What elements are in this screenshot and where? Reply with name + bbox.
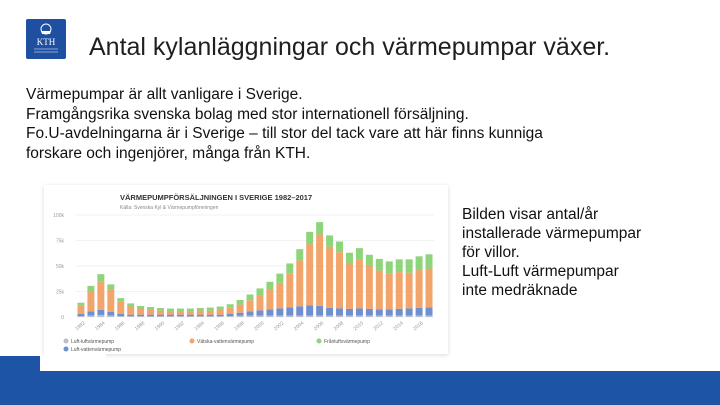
caption-line: inte medräknade xyxy=(462,282,578,299)
bar-segment xyxy=(386,261,393,273)
legend-label: Luft-luftvärmepump xyxy=(71,339,115,345)
bar-segment xyxy=(127,316,134,317)
bar-segment xyxy=(386,274,393,310)
bar-segment xyxy=(217,310,224,315)
bar-segment xyxy=(416,270,423,308)
x-tick-label: 1992 xyxy=(173,320,186,333)
legend-label: Luft-vattenvärmepump xyxy=(71,347,122,353)
caption-line: Luft-Luft värmepumpar xyxy=(462,263,619,280)
bar-segment xyxy=(217,306,224,309)
bar-segment xyxy=(366,266,373,309)
bar-segment xyxy=(77,306,84,314)
bar-segment xyxy=(247,315,254,317)
body-line: Värmepumpar är allt vanligare i Sverige. xyxy=(26,86,303,103)
bar-segment xyxy=(316,306,323,316)
bar-segment xyxy=(376,309,383,315)
bar-segment xyxy=(247,311,254,315)
bar-segment xyxy=(127,303,134,306)
bar-segment xyxy=(256,295,263,310)
chart-caption xyxy=(462,205,702,300)
bar-segment xyxy=(97,310,104,315)
bar-segment xyxy=(207,311,214,315)
bar-segment xyxy=(167,309,174,312)
bar-segment xyxy=(356,248,363,259)
bar-segment xyxy=(346,263,353,309)
y-tick-label: 25k xyxy=(55,289,64,296)
bar-segment xyxy=(177,309,184,312)
bar-segment xyxy=(396,259,403,272)
bar-segment xyxy=(336,308,343,315)
bar-segment xyxy=(87,291,94,311)
caption-line: Bilden visar antal/år xyxy=(462,206,599,223)
bar-segment xyxy=(107,284,114,289)
bar-segment xyxy=(237,313,244,316)
bar-segment xyxy=(247,300,254,311)
bar-segment xyxy=(187,309,194,312)
bar-segment xyxy=(426,254,433,268)
bar-segment xyxy=(207,308,214,311)
bar-segment xyxy=(356,308,363,315)
body-line: Fo.U-avdelningarna är i Sverige – till stor del tack vare att här finns kunniga xyxy=(26,125,543,142)
body-line: forskare och ingenjörer, många från KTH. xyxy=(26,144,311,162)
bar-segment xyxy=(77,316,84,317)
bar-segment xyxy=(237,316,244,317)
bar-segment xyxy=(426,307,433,315)
bar-segment xyxy=(286,307,293,315)
bar-segment xyxy=(326,315,333,317)
legend-swatch xyxy=(64,347,69,352)
chart-subtitle: Källa: Svenska Kyl & Värmepumpföreningen xyxy=(120,205,219,211)
bar-segment xyxy=(406,273,413,309)
bar-segment xyxy=(276,274,283,283)
bar-segment xyxy=(256,288,263,295)
bar-segment xyxy=(157,315,164,317)
x-tick-label: 2010 xyxy=(352,320,365,333)
logo-text: KTH xyxy=(36,37,56,47)
bar-segment xyxy=(147,316,154,317)
bar-segment xyxy=(97,281,104,310)
x-tick-label: 2008 xyxy=(332,320,346,333)
bar-segment xyxy=(157,308,164,311)
bar-segment xyxy=(336,242,343,253)
kth-logo xyxy=(26,19,66,59)
bar-segment xyxy=(316,222,323,234)
bar-segment xyxy=(227,314,234,316)
bar-segment xyxy=(376,271,383,310)
slide-title: Antal kylanläggningar och värmepumpar växer. xyxy=(89,33,611,61)
y-tick-label: 100k xyxy=(53,213,64,219)
bar-segment xyxy=(117,314,124,316)
bar-segment xyxy=(237,300,244,305)
bar-segment xyxy=(286,315,293,317)
x-tick-label: 2014 xyxy=(392,320,405,333)
legend-swatch xyxy=(64,339,69,344)
bar-segment xyxy=(266,315,273,317)
bar-segment xyxy=(306,232,313,244)
bar-segment xyxy=(326,235,333,246)
bar-segment xyxy=(177,315,184,317)
bar-segment xyxy=(197,311,204,315)
x-tick-label: 1994 xyxy=(193,320,206,333)
bar-segment xyxy=(117,298,124,302)
bar-segment xyxy=(107,315,114,317)
bar-segment xyxy=(366,309,373,316)
bar-segment xyxy=(296,315,303,317)
legend-label: Vätska-vattenvärmepump xyxy=(197,339,254,345)
bar-segment xyxy=(137,306,144,309)
bar-segment xyxy=(87,286,94,291)
bar-segment xyxy=(97,315,104,317)
y-tick-label: 0 xyxy=(61,315,64,321)
bar-segment xyxy=(406,315,413,317)
bar-segment xyxy=(256,310,263,315)
bar-segment xyxy=(316,234,323,305)
bar-segment xyxy=(227,316,234,317)
bar-segment xyxy=(316,315,323,317)
bar-segment xyxy=(266,290,273,309)
bar-segment xyxy=(77,303,84,306)
bar-segment xyxy=(177,316,184,317)
bar-segment xyxy=(147,310,154,315)
body-line: Framgångsrika svenska bolag med stor internationell försäljning. xyxy=(26,105,469,123)
legend-swatch xyxy=(317,339,322,344)
bar-segment xyxy=(416,315,423,317)
bar-segment xyxy=(197,308,204,311)
bar-segment xyxy=(137,309,144,315)
x-tick-label: 1996 xyxy=(213,320,226,333)
bar-segment xyxy=(227,308,234,314)
heat-pump-sales-chart xyxy=(44,185,448,354)
bar-segment xyxy=(256,315,263,317)
bar-segment xyxy=(137,316,144,317)
bar-segment xyxy=(266,282,273,290)
bar-segment xyxy=(117,302,124,314)
x-tick-label: 2002 xyxy=(273,320,286,333)
bar-segment xyxy=(187,316,194,317)
bar-segment xyxy=(127,315,134,317)
bar-segment xyxy=(386,315,393,317)
bar-segment xyxy=(147,307,154,310)
bar-segment xyxy=(336,252,343,308)
bar-segment xyxy=(306,315,313,317)
bar-segment xyxy=(137,315,144,317)
bar-segment xyxy=(177,311,184,315)
caption-line: installerade värmepumpar xyxy=(462,225,642,242)
bar-segment xyxy=(266,309,273,315)
bar-segment xyxy=(167,315,174,317)
bar-segment xyxy=(306,305,313,315)
x-tick-label: 2012 xyxy=(372,320,385,333)
x-tick-label: 2016 xyxy=(412,320,425,333)
bar-segment xyxy=(276,283,283,309)
bar-segment xyxy=(356,315,363,317)
bar-segment xyxy=(386,309,393,315)
bar-segment xyxy=(286,274,293,308)
bar-segment xyxy=(346,315,353,317)
x-tick-label: 1982 xyxy=(74,320,87,333)
bar-segment xyxy=(426,269,433,308)
bar-segment xyxy=(87,315,94,317)
bar-segment xyxy=(396,309,403,316)
x-tick-label: 1998 xyxy=(233,320,246,333)
bar-segment xyxy=(217,316,224,317)
legend-label: Frånluftsvärmepump xyxy=(324,339,370,345)
bar-segment xyxy=(406,259,413,272)
bar-segment xyxy=(187,311,194,315)
bar-segment xyxy=(396,315,403,317)
bar-segment xyxy=(107,289,114,311)
body-text xyxy=(26,85,666,163)
x-tick-label: 2006 xyxy=(312,320,326,333)
bar-segment xyxy=(306,244,313,305)
bar-segment xyxy=(426,315,433,317)
bar-segment xyxy=(276,308,283,315)
bar-segment xyxy=(346,253,353,263)
caption-line: för villor. xyxy=(462,244,520,261)
bar-segment xyxy=(167,311,174,315)
legend-swatch xyxy=(190,339,195,344)
bar-segment xyxy=(296,249,303,260)
x-tick-label: 1990 xyxy=(153,320,167,333)
bar-segment xyxy=(197,315,204,317)
bar-segment xyxy=(366,255,373,266)
bar-segment xyxy=(416,308,423,316)
bar-segment xyxy=(336,315,343,317)
bar-segment xyxy=(326,247,333,308)
bar-segment xyxy=(356,259,363,308)
bar-segment xyxy=(396,272,403,309)
bar-segment xyxy=(366,315,373,317)
bar-segment xyxy=(247,295,254,301)
x-tick-label: 1986 xyxy=(113,320,127,333)
bar-segment xyxy=(296,306,303,315)
bar-segment xyxy=(87,311,94,315)
y-tick-label: 75k xyxy=(55,238,64,245)
bar-segment xyxy=(157,316,164,317)
x-tick-label: 1984 xyxy=(94,320,107,333)
footer-band-corner xyxy=(0,356,40,371)
bar-segment xyxy=(376,315,383,317)
bar-segment xyxy=(276,315,283,317)
y-tick-label: 50k xyxy=(55,264,64,270)
bar-segment xyxy=(346,309,353,316)
bar-segment xyxy=(117,316,124,317)
bar-segment xyxy=(167,316,174,317)
bar-segment xyxy=(147,315,154,317)
bar-segment xyxy=(376,259,383,271)
bar-segment xyxy=(127,306,134,314)
bar-segment xyxy=(77,314,84,316)
bar-segment xyxy=(187,315,194,317)
x-tick-label: 2000 xyxy=(253,320,266,333)
bar-segment xyxy=(197,316,204,317)
bar-segment xyxy=(286,263,293,273)
bar-segment xyxy=(217,315,224,317)
bar-segment xyxy=(227,304,234,308)
bar-segment xyxy=(237,305,244,313)
bar-segment xyxy=(107,312,114,316)
bar-segment xyxy=(326,308,333,316)
bar-segment xyxy=(207,316,214,317)
bar-segment xyxy=(97,274,104,281)
bar-segment xyxy=(157,311,164,315)
bar-segment xyxy=(416,256,423,270)
bar-segment xyxy=(406,308,413,315)
x-tick-label: 1988 xyxy=(133,320,147,333)
chart-title: VÄRMEPUMPFÖRSÄLJNINGEN I SVERIGE 1982–2017 xyxy=(120,193,313,202)
footer-band xyxy=(0,371,720,405)
bar-segment xyxy=(296,260,303,306)
chart-legend-tab xyxy=(44,354,106,370)
bar-segment xyxy=(207,315,214,317)
x-tick-label: 2004 xyxy=(292,320,306,333)
